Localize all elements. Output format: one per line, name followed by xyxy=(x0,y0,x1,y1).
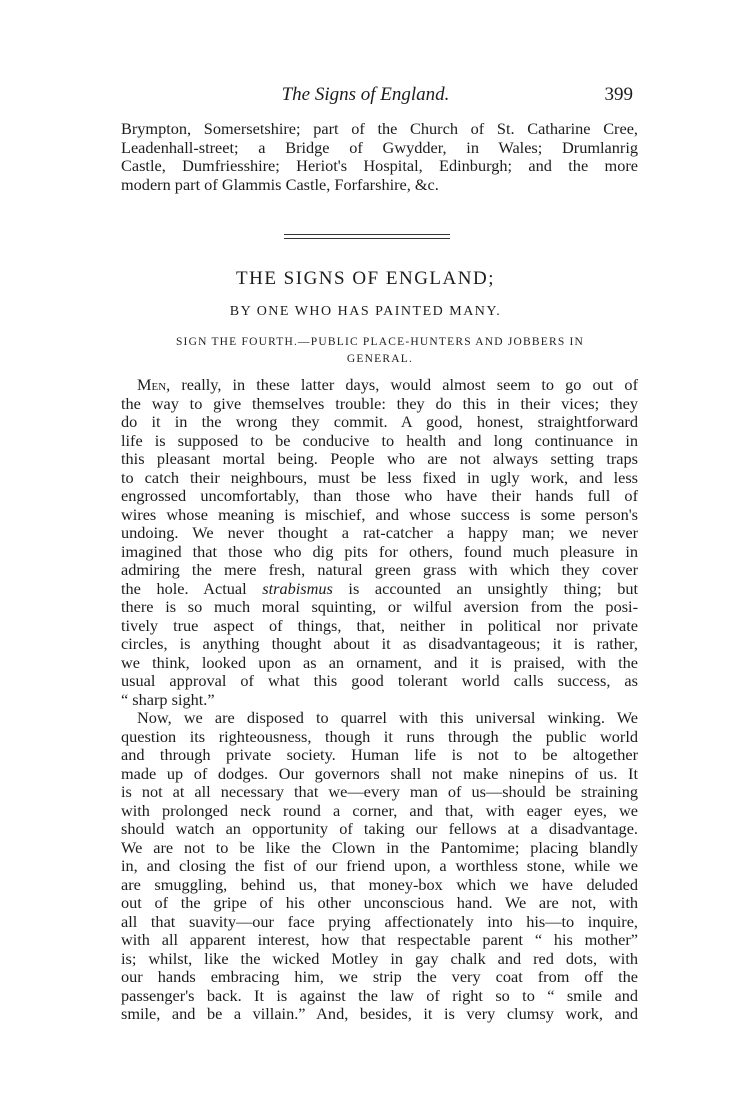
text-line: circles, is anything thought about it as disadvantageous; it is rather, xyxy=(121,634,638,653)
text-line: we think, looked upon as an ornament, and it is praised, with the xyxy=(121,652,638,672)
text-line: modern part of Glammis Castle, Forfarshire, &c. xyxy=(121,174,439,194)
text-line: out of the gripe of his other unconscious hand. We are not, with xyxy=(121,893,638,912)
text-line: imagined that those who dig pits for others, found much pleasure in xyxy=(121,541,638,561)
text-line: wires whose meaning is mischief, and whose success is some person's xyxy=(121,504,638,524)
text-line: our hands embracing him, we strip the very coat from off the xyxy=(121,967,638,986)
sign-heading-line: GENERAL. xyxy=(346,353,414,365)
text-line: should watch an opportunity of taking our fellows at a disadvantage. xyxy=(121,819,638,838)
text-line: the way to give themselves trouble: they do this in their vices; they xyxy=(121,393,638,413)
text-line: all that suavity—our face prying affectionately into his—to inquire, xyxy=(121,911,638,931)
text-line: engrossed uncomfortably, than those who have their hands full of xyxy=(121,486,638,505)
text-line: to catch their neighbours, must be less fixed in ugly work, and less xyxy=(121,467,638,487)
text-line: and through private society. Human life is not to be altogether xyxy=(121,745,638,764)
text-line: are smuggling, behind us, that money-box which we have deluded xyxy=(121,874,638,894)
paragraph-first-line xyxy=(121,376,638,395)
text-line: with all apparent interest, how that respectable parent “ his mother” xyxy=(121,930,638,949)
article-body xyxy=(121,376,638,1024)
text-line: in, and closing the fist of our friend upon, a worthless stone, while we xyxy=(121,856,638,875)
text-line: undoing. We never thought a rat-catcher a happy man; we never xyxy=(121,523,638,542)
section-divider-top xyxy=(284,234,450,235)
text-fragment: , really, in these latter days, would almost seem to go out of xyxy=(166,375,638,394)
sign-heading-line: SIGN THE FOURTH.—PUBLIC PLACE-HUNTERS AND JOBBERS IN xyxy=(175,336,585,348)
text-line: there is so much moral squinting, or wilful aversion from the posi- xyxy=(121,597,638,616)
article-title: THE SIGNS OF ENGLAND; xyxy=(236,268,495,289)
text-line: Leadenhall-street; a Bridge of Gwydder, in Wales; Drumlanrig xyxy=(121,137,638,157)
text-line: Castle, Dumfriesshire; Heriot's Hospital, Edinburgh; and the more xyxy=(121,156,638,175)
text-line: admiring the mere fresh, natural green grass with which they cover xyxy=(121,560,638,579)
text-line: question its righteousness, though it runs through the public world xyxy=(121,726,638,746)
text-line: with prolonged neck round a corner, and that, with eager eyes, we xyxy=(121,800,638,820)
text-line: We are not to be like the Clown in the Pantomime; placing blandly xyxy=(121,837,638,857)
running-head-title: The Signs of England. xyxy=(281,84,450,105)
text-line: this pleasant mortal being. People who are not always setting traps xyxy=(121,449,638,468)
section-divider-bottom xyxy=(284,238,450,239)
lead-word: Men xyxy=(137,375,167,394)
text-line: usual approval of what this good tolerant world calls success, as xyxy=(121,671,638,690)
text-line: passenger's back. It is against the law of right so to “ smile and xyxy=(121,985,638,1005)
text-line: Brympton, Somersetshire; part of the Church of St. Catharine Cree, xyxy=(121,119,638,138)
text-line: tively true aspect of things, that, neither in political nor private xyxy=(121,615,638,635)
text-line: do it in the wrong they commit. A good, honest, straightforward xyxy=(121,412,638,431)
sign-heading xyxy=(120,334,640,368)
text-line: is; whilst, like the wicked Motley in gay chalk and red dots, with xyxy=(121,948,638,968)
text-line-with-italic xyxy=(121,580,638,599)
text-fragment: is accounted an unsightly thing; but xyxy=(332,578,639,598)
running-head xyxy=(0,84,731,108)
text-line: “ sharp sight.” xyxy=(121,689,215,709)
text-line: made up of dodges. Our governors shall not make ninepins of us. It xyxy=(121,763,638,783)
italic-term: strabismus xyxy=(262,578,333,598)
article-byline: BY ONE WHO HAS PAINTED MANY. xyxy=(229,304,502,319)
text-line: smile, and be a villain.” And, besides, it is very clumsy work, and xyxy=(121,1004,638,1023)
text-line: is not at all necessary that we—every man of us—should be straining xyxy=(121,782,638,801)
text-line: life is supposed to be conducive to health and long continuance in xyxy=(121,430,638,450)
page-number: 399 xyxy=(604,84,633,105)
intro-paragraph xyxy=(121,120,638,194)
text-fragment: the hole. Actual xyxy=(121,578,263,598)
text-line: Now, we are disposed to quarrel with this universal winking. We xyxy=(137,708,638,727)
